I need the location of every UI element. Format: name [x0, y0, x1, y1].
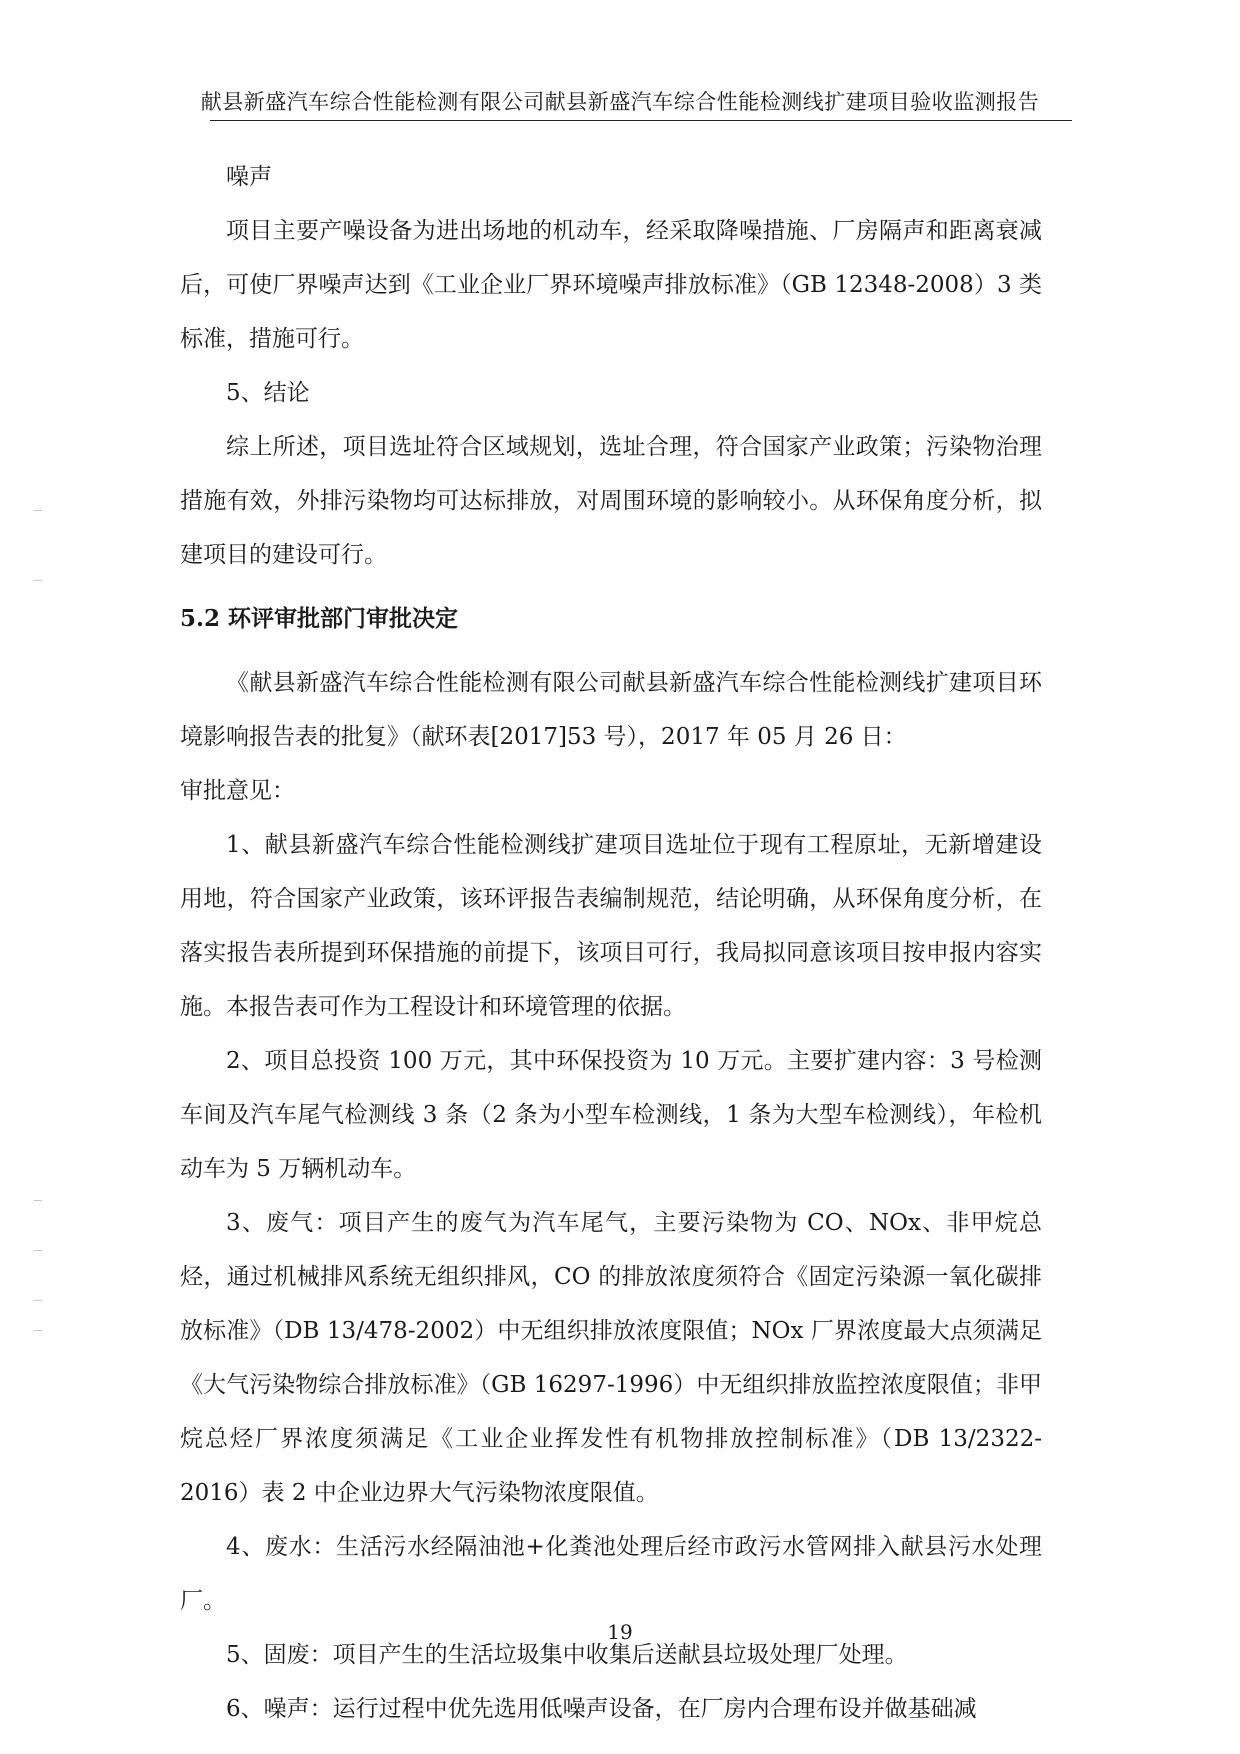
noise-paragraph: 项目主要产噪设备为进出场地的机动车，经采取降噪措施、厂房隔声和距离衰减后，可使厂界噪声达到《工业企业厂界环境噪声排放标准》（GB 12348-2008）3 类标准，措施可行。	[180, 218, 1042, 352]
approval-item-4: 4、废水：生活污水经隔油池+化粪池处理后经市政污水管网排入献县污水处理厂。	[180, 1534, 1042, 1614]
scan-margin-mark	[34, 1200, 42, 1201]
conclusion-heading: 5、结论	[226, 380, 310, 406]
page-header: 献县新盛汽车综合性能检测有限公司献县新盛汽车综合性能检测线扩建项目验收监测报告	[200, 90, 1040, 114]
scan-margin-mark	[34, 1300, 42, 1301]
approval-opinion-label: 审批意见：	[180, 778, 295, 804]
approval-item-5: 5、固废：项目产生的生活垃圾集中收集后送献县垃圾处理厂处理。	[226, 1642, 908, 1668]
document-body	[180, 150, 1042, 1736]
approval-item-1: 1、献县新盛汽车综合性能检测线扩建项目选址位于现有工程原址，无新增建设用地，符合国家产业政策，该环评报告表编制规范，结论明确，从环保角度分析，在落实报告表所提到环保措施的前提下，该项目可行，我局拟同意该项目按申报内容实施。本报告表可作为工程设计和环境管理的依据。	[180, 832, 1042, 1020]
scan-margin-mark	[34, 1250, 42, 1251]
scan-margin-mark	[34, 580, 42, 581]
header-divider	[210, 120, 1072, 121]
approval-item-2: 2、项目总投资 100 万元，其中环保投资为 10 万元。主要扩建内容：3 号检测车间及汽车尾气检测线 3 条（2 条为小型车检测线，1 条为大型车检测线），年检机动车为 5 万辆机动车。	[180, 1048, 1042, 1182]
noise-subheading: 噪声	[226, 164, 272, 190]
approval-item-3: 3、废气：项目产生的废气为汽车尾气，主要污染物为 CO、NOx、非甲烷总烃，通过机械排风系统无组织排风，CO 的排放浓度须符合《固定污染源一氧化碳排放标准》（DB 13/478-2002）中无组织排放浓度限值；NOx 厂界浓度最大点须满足《大气污染物综合排放标准》（GB 16297-1996）中无组织排放监控浓度限值；非甲烷总烃厂界浓度须满足《工业企业挥发性有机物排放控制标准》（DB 13/2322-2016）表 2 中企业边界大气污染物浓度限值。	[180, 1210, 1042, 1506]
section-heading-5-2: 5.2 环评审批部门审批决定	[180, 605, 459, 632]
approval-item-6: 6、噪声：运行过程中优先选用低噪声设备，在厂房内合理布设并做基础减	[226, 1696, 977, 1722]
scan-margin-mark	[34, 510, 42, 511]
conclusion-paragraph: 综上所述，项目选址符合区域规划，选址合理，符合国家产业政策；污染物治理措施有效，外排污染物均可达标排放，对周围环境的影响较小。从环保角度分析，拟建项目的建设可行。	[180, 434, 1042, 568]
scan-margin-mark	[34, 1330, 42, 1331]
approval-reference: 《献县新盛汽车综合性能检测有限公司献县新盛汽车综合性能检测线扩建项目环境影响报告表的批复》（献环表[2017]53 号），2017 年 05 月 26 日：	[180, 670, 1042, 750]
page-number: 19	[607, 1620, 633, 1644]
